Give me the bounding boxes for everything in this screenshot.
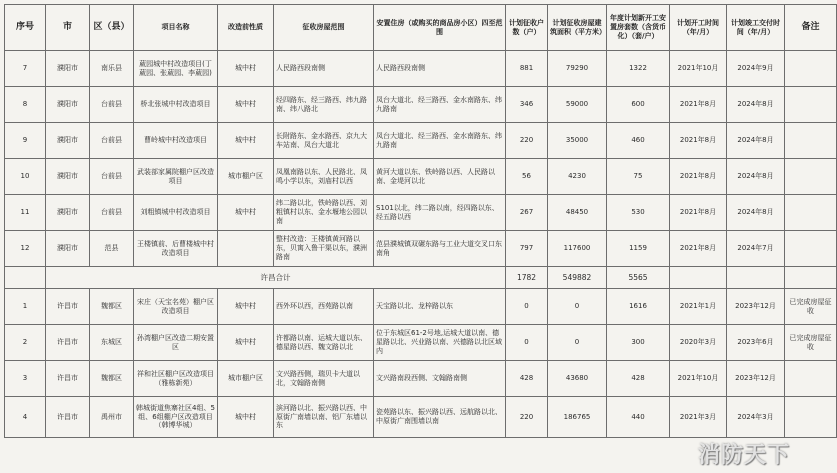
- cell-district: 台前县: [90, 159, 134, 195]
- cell-finish: 2024年3月: [727, 397, 785, 438]
- cell-remark: [785, 361, 837, 397]
- cell-start: 2021年8月: [670, 195, 727, 231]
- cell-nature: [218, 231, 274, 267]
- header-district: 区（县）: [90, 5, 134, 51]
- project-table: [4, 4, 837, 438]
- cell-district: 魏都区: [90, 289, 134, 325]
- cell-seq: 10: [5, 159, 46, 195]
- cell-start: 2021年10月: [670, 361, 727, 397]
- cell-finish: 2023年6月: [727, 325, 785, 361]
- cell-nature: 城中村: [218, 195, 274, 231]
- table-row: [5, 195, 837, 231]
- cell-remark: [785, 195, 837, 231]
- cell-city: 许昌市: [46, 325, 90, 361]
- subtotal-label: 许昌合计: [46, 267, 506, 289]
- cell-resettle: S101以北，纬二路以南，经四路以东、经五路以西: [374, 195, 506, 231]
- cell-units: 600: [607, 87, 670, 123]
- header-city: 市: [46, 5, 90, 51]
- cell-seq: 8: [5, 87, 46, 123]
- cell-finish: 2023年12月: [727, 289, 785, 325]
- cell-range: 长附路东、金水路西、京九大车站南、凤台大道北: [274, 123, 374, 159]
- cell-district: 台前县: [90, 87, 134, 123]
- cell-units: 1616: [607, 289, 670, 325]
- cell-city: 濮阳市: [46, 195, 90, 231]
- cell-district: 南乐县: [90, 51, 134, 87]
- cell-units: 460: [607, 123, 670, 159]
- cell-resettle: 瓷苑路以东、振兴路以西、远航路以北、中原街广南围墙以南: [374, 397, 506, 438]
- table-row: [5, 231, 837, 267]
- cell-start: 2021年10月: [670, 51, 727, 87]
- cell-range: 滨河路以北、振兴路以西、中原街广南墙以南、铝厂东墙以东: [274, 397, 374, 438]
- cell-households: 346: [506, 87, 548, 123]
- cell-seq: 7: [5, 51, 46, 87]
- cell-district: 魏都区: [90, 361, 134, 397]
- cell-range: 文兴路西侧，瑞贝卡大道以北，文翰路南侧: [274, 361, 374, 397]
- cell-area: 48450: [548, 195, 607, 231]
- cell-finish: 2024年7月: [727, 231, 785, 267]
- subtotal-households: 1782: [506, 267, 548, 289]
- cell-area: 4230: [548, 159, 607, 195]
- cell-resettle: 位于东城区61-2号地,运城大道以南、德星路以北、兴业路以南、兴德路以北区域内: [374, 325, 506, 361]
- table-row: [5, 397, 837, 438]
- cell-seq: 11: [5, 195, 46, 231]
- cell-seq: 1: [5, 289, 46, 325]
- cell-resettle: 凤台大道北、经三路西、金水南路东、纬九路南: [374, 123, 506, 159]
- cell-area: 35000: [548, 123, 607, 159]
- cell-project: 韩城街道焦寨社区4组、5组、6组棚户区改造项目（韩博华城）: [134, 397, 218, 438]
- table-row: [5, 325, 837, 361]
- cell-district: 范县: [90, 231, 134, 267]
- cell-city: 濮阳市: [46, 159, 90, 195]
- cell-area: 59000: [548, 87, 607, 123]
- cell-start: 2021年8月: [670, 231, 727, 267]
- cell-city: 濮阳市: [46, 231, 90, 267]
- cell-city: 许昌市: [46, 397, 90, 438]
- cell-area: 79290: [548, 51, 607, 87]
- cell-units: 428: [607, 361, 670, 397]
- cell-nature: 城市棚户区: [218, 361, 274, 397]
- cell-district: 禹州市: [90, 397, 134, 438]
- cell-nature: 城中村: [218, 123, 274, 159]
- cell-resettle: 天宝路以北、龙梓路以东: [374, 289, 506, 325]
- cell-city: 许昌市: [46, 289, 90, 325]
- cell-units: 75: [607, 159, 670, 195]
- cell-households: 0: [506, 325, 548, 361]
- cell-seq: 12: [5, 231, 46, 267]
- cell-resettle: 黄河大道以东、铁岭路以西、人民路以南、金堤河以北: [374, 159, 506, 195]
- cell-start: 2021年8月: [670, 87, 727, 123]
- cell-units: 1159: [607, 231, 670, 267]
- watermark: 消防天下: [697, 443, 790, 468]
- cell-district: 台前县: [90, 123, 134, 159]
- cell-remark: 已完成房屋征收: [785, 289, 837, 325]
- cell-range: 许都路以南、运城大道以东、德星路以西、魏文路以北: [274, 325, 374, 361]
- cell-households: 267: [506, 195, 548, 231]
- cell-units: 530: [607, 195, 670, 231]
- cell-resettle: 凤台大道北、经三路西、金水南路东、纬九路南: [374, 87, 506, 123]
- cell-start: 2020年3月: [670, 325, 727, 361]
- cell-city: 许昌市: [46, 361, 90, 397]
- cell-remark: [785, 123, 837, 159]
- cell-resettle: 人民路西段南侧: [374, 51, 506, 87]
- cell-nature: 城市棚户区: [218, 159, 274, 195]
- cell-range: 整村改造：王楼镇黄河路以东，贝寓入鲁干渠以东，濮洲路南: [274, 231, 374, 267]
- cell-seq: 4: [5, 397, 46, 438]
- cell-finish: 2024年9月: [727, 51, 785, 87]
- cell-project: 葳园城中村改造项目(丁葳园、张葳园、李葳园): [134, 51, 218, 87]
- cell-households: 881: [506, 51, 548, 87]
- header-nature: 改造前性质: [218, 5, 274, 51]
- cell-finish: 2024年8月: [727, 159, 785, 195]
- cell-units: 440: [607, 397, 670, 438]
- header-area: 计划征收房屋建筑面积（平方米）: [548, 5, 607, 51]
- cell-range: 西外环以西，西苑路以南: [274, 289, 374, 325]
- header-households: 计划征收户数（户）: [506, 5, 548, 51]
- cell-resettle: 文兴路南段西侧、文翰路南侧: [374, 361, 506, 397]
- cell-area: 43680: [548, 361, 607, 397]
- cell-units: 1322: [607, 51, 670, 87]
- table-row: [5, 159, 837, 195]
- cell-area: 0: [548, 289, 607, 325]
- header-units: 年度计划新开工安置房套数（含货币化）（套/户）: [607, 5, 670, 51]
- cell-area: 186765: [548, 397, 607, 438]
- cell-range: 人民路西段南侧: [274, 51, 374, 87]
- cell-households: 56: [506, 159, 548, 195]
- cell-households: 797: [506, 231, 548, 267]
- cell-district: 台前县: [90, 195, 134, 231]
- cell-project: 刘粗镇城中村改造项目: [134, 195, 218, 231]
- cell-finish: 2024年8月: [727, 87, 785, 123]
- cell-start: 2021年8月: [670, 123, 727, 159]
- cell-remark: [785, 397, 837, 438]
- cell-district: 东城区: [90, 325, 134, 361]
- header-project: 项目名称: [134, 5, 218, 51]
- table-row: [5, 289, 837, 325]
- cell-nature: 城中村: [218, 325, 274, 361]
- subtotal-area: 549882: [548, 267, 607, 289]
- subtotal-empty: [785, 267, 837, 289]
- header-finish: 计划竣工交付时间（年/月）: [727, 5, 785, 51]
- cell-start: 2021年1月: [670, 289, 727, 325]
- cell-city: 濮阳市: [46, 51, 90, 87]
- header-remark: 备注: [785, 5, 837, 51]
- header-seq: 序号: [5, 5, 46, 51]
- subtotal-row: [5, 267, 837, 289]
- cell-nature: 城中村: [218, 289, 274, 325]
- cell-seq: 9: [5, 123, 46, 159]
- cell-area: 0: [548, 325, 607, 361]
- subtotal-units: 5565: [607, 267, 670, 289]
- cell-city: 濮阳市: [46, 123, 90, 159]
- header-start: 计划开工时间（年/月）: [670, 5, 727, 51]
- cell-resettle: 范县濮城镇双碾东路与工业大道交叉口东南角: [374, 231, 506, 267]
- cell-project: 祥和社区棚户区改造项目（雅栋新苑）: [134, 361, 218, 397]
- table-row: [5, 123, 837, 159]
- cell-households: 220: [506, 397, 548, 438]
- table-row: [5, 361, 837, 397]
- cell-project: 王楼镇前、后曹楼城中村改造项目: [134, 231, 218, 267]
- cell-seq: 3: [5, 361, 46, 397]
- cell-nature: 城中村: [218, 51, 274, 87]
- cell-households: 0: [506, 289, 548, 325]
- header-range: 征收房屋范围: [274, 5, 374, 51]
- subtotal-empty: [727, 267, 785, 289]
- cell-range: 经四路东、经三路西、纬九路南、纬八路北: [274, 87, 374, 123]
- cell-households: 220: [506, 123, 548, 159]
- cell-city: 濮阳市: [46, 87, 90, 123]
- table-row: [5, 51, 837, 87]
- cell-remark: [785, 231, 837, 267]
- cell-project: 武装部家属院棚户区改造项目: [134, 159, 218, 195]
- subtotal-blank: [5, 267, 46, 289]
- cell-seq: 2: [5, 325, 46, 361]
- cell-nature: 城中村: [218, 397, 274, 438]
- cell-nature: 城中村: [218, 87, 274, 123]
- cell-finish: 2024年8月: [727, 123, 785, 159]
- cell-range: 凤凰南路以东、人民路北、凤鸣小学以东，刘庙村以西: [274, 159, 374, 195]
- cell-remark: 已完成房屋征收: [785, 325, 837, 361]
- cell-project: 曹岭城中村改造项目: [134, 123, 218, 159]
- cell-remark: [785, 87, 837, 123]
- cell-range: 纬二路以北，铁岭路以西、刘粗镇村以东、金水堰地公园以南: [274, 195, 374, 231]
- cell-households: 428: [506, 361, 548, 397]
- cell-project: 宋庄（天宝名苑）棚户区改造项目: [134, 289, 218, 325]
- cell-project: 孙湾棚户区改造二期安置区: [134, 325, 218, 361]
- cell-finish: 2024年8月: [727, 195, 785, 231]
- cell-start: 2021年3月: [670, 397, 727, 438]
- table-row: [5, 87, 837, 123]
- cell-remark: [785, 51, 837, 87]
- header-resettle: 安置住房（或购买的商品房小区）四至范围: [374, 5, 506, 51]
- cell-start: 2021年8月: [670, 159, 727, 195]
- subtotal-empty: [670, 267, 727, 289]
- header-row: [5, 5, 837, 51]
- cell-units: 300: [607, 325, 670, 361]
- cell-area: 117600: [548, 231, 607, 267]
- cell-remark: [785, 159, 837, 195]
- cell-finish: 2023年12月: [727, 361, 785, 397]
- cell-project: 桥北张城中村改造项目: [134, 87, 218, 123]
